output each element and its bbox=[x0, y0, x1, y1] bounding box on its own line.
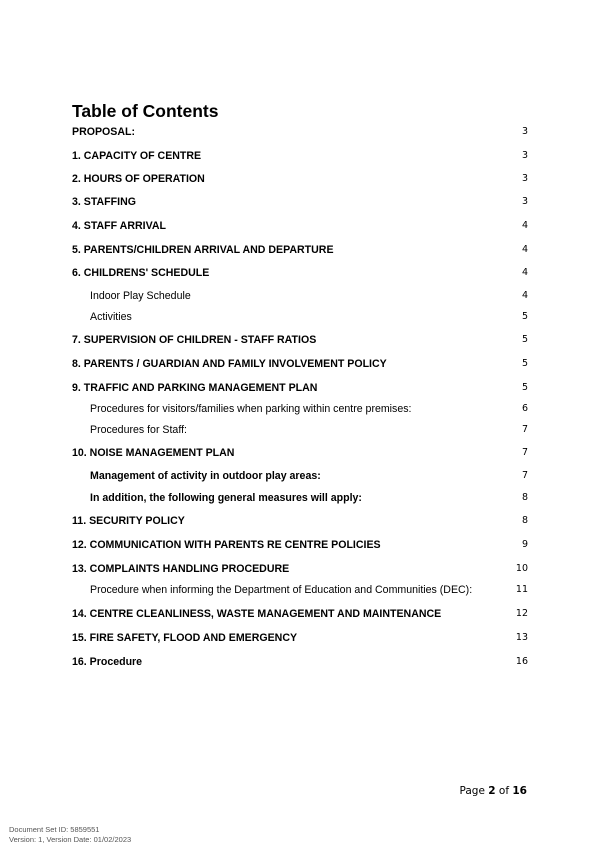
toc-entry-page: 5 bbox=[521, 334, 528, 345]
toc-entry-label: 9. TRAFFIC AND PARKING MANAGEMENT PLAN bbox=[72, 382, 318, 394]
toc-entry-page: 7 bbox=[521, 470, 528, 481]
toc-entry[interactable] bbox=[72, 380, 528, 396]
toc-entry-page: 7 bbox=[521, 447, 528, 458]
toc-entry-page: 8 bbox=[521, 492, 528, 503]
toc-entry[interactable] bbox=[72, 194, 528, 210]
toc-entry-label: 4. STAFF ARRIVAL bbox=[72, 220, 166, 232]
document-footer bbox=[9, 825, 131, 845]
toc-entry-label: Procedure when informing the Department of Education and Communities (DEC): bbox=[90, 584, 473, 596]
toc-entry[interactable] bbox=[72, 242, 528, 258]
page-number-of: of bbox=[495, 785, 513, 797]
toc-entry-label: 5. PARENTS/CHILDREN ARRIVAL AND DEPARTURE bbox=[72, 244, 334, 256]
toc-entry-label: 7. SUPERVISION OF CHILDREN - STAFF RATIOS bbox=[72, 334, 317, 346]
footer-version: Version: 1, Version Date: 01/02/2023 bbox=[9, 835, 132, 844]
toc-entry-page: 16 bbox=[515, 656, 528, 667]
toc-entry-page: 3 bbox=[521, 150, 528, 161]
toc-entry-label: Activities bbox=[90, 311, 132, 323]
toc-entry-page: 10 bbox=[515, 563, 528, 574]
page-number bbox=[460, 785, 528, 797]
toc-entry[interactable] bbox=[72, 332, 528, 348]
page-number-total: 16 bbox=[512, 785, 527, 797]
toc-title: Table of Contents bbox=[72, 101, 219, 121]
toc-entry[interactable] bbox=[72, 356, 528, 372]
toc-entry[interactable] bbox=[72, 171, 528, 187]
toc-entry[interactable] bbox=[72, 148, 528, 164]
toc-entry[interactable] bbox=[72, 561, 528, 577]
toc-entry[interactable] bbox=[72, 124, 528, 140]
toc-entry-page: 5 bbox=[521, 358, 528, 369]
toc-entry-label: 3. STAFFING bbox=[72, 196, 136, 208]
toc-entry-page: 7 bbox=[521, 424, 528, 435]
toc-entry-page: 12 bbox=[515, 608, 528, 619]
toc-entry-page: 11 bbox=[515, 584, 528, 595]
toc-entry[interactable] bbox=[72, 422, 528, 438]
toc-entry-label: 8. PARENTS / GUARDIAN AND FAMILY INVOLVEMENT POLICY bbox=[72, 358, 387, 370]
toc-entry[interactable] bbox=[72, 582, 528, 598]
toc-entry-page: 5 bbox=[521, 311, 528, 322]
toc-entry[interactable] bbox=[72, 654, 528, 670]
toc-entry-label: 2. HOURS OF OPERATION bbox=[72, 173, 205, 185]
toc-entry-label: 15. FIRE SAFETY, FLOOD AND EMERGENCY bbox=[72, 632, 298, 644]
toc-entry-page: 3 bbox=[521, 196, 528, 207]
page-number-current: 2 bbox=[488, 785, 496, 797]
toc-entry-page: 9 bbox=[521, 539, 528, 550]
footer-document-id: Document Set ID: 5859551 bbox=[9, 825, 100, 834]
toc-entry[interactable] bbox=[72, 606, 528, 622]
toc-entry[interactable] bbox=[72, 513, 528, 529]
toc-entry-page: 3 bbox=[521, 173, 528, 184]
toc-entry[interactable] bbox=[72, 218, 528, 234]
toc-entry-label: Management of activity in outdoor play areas: bbox=[90, 470, 321, 482]
toc-entry-page: 6 bbox=[521, 403, 528, 414]
page-number-prefix: Page bbox=[459, 785, 489, 797]
toc-entry-page: 3 bbox=[521, 126, 528, 137]
toc-entry-page: 13 bbox=[515, 632, 528, 643]
toc-entry-label: Procedures for visitors/families when parking within centre premises: bbox=[90, 403, 412, 415]
toc-entry-page: 4 bbox=[521, 290, 528, 301]
toc-entry-label: 13. COMPLAINTS HANDLING PROCEDURE bbox=[72, 563, 290, 575]
toc-entry[interactable] bbox=[72, 490, 528, 506]
toc-entry-label: Indoor Play Schedule bbox=[90, 290, 191, 302]
toc-entry[interactable] bbox=[72, 445, 528, 461]
toc-entry[interactable] bbox=[72, 468, 528, 484]
toc-entry-label: In addition, the following general measures will apply: bbox=[90, 492, 362, 504]
toc-entry[interactable] bbox=[72, 537, 528, 553]
toc-entry-label: 12. COMMUNICATION WITH PARENTS RE CENTRE POLICIES bbox=[72, 539, 381, 551]
toc-entry-label: 16. Procedure bbox=[72, 656, 143, 668]
toc-entry[interactable] bbox=[72, 288, 528, 304]
toc-entry[interactable] bbox=[72, 265, 528, 281]
toc-entry-page: 4 bbox=[521, 220, 528, 231]
toc-entry-label: Procedures for Staff: bbox=[90, 424, 187, 436]
toc-entry-page: 4 bbox=[521, 267, 528, 278]
toc-entry[interactable] bbox=[72, 630, 528, 646]
toc-entry[interactable] bbox=[72, 401, 528, 417]
toc-entry-page: 8 bbox=[521, 515, 528, 526]
toc-entry-page: 4 bbox=[521, 244, 528, 255]
toc-entry-label: 14. CENTRE CLEANLINESS, WASTE MANAGEMENT AND MAINTENANCE bbox=[72, 608, 442, 620]
toc-entry-label: PROPOSAL: bbox=[72, 126, 135, 138]
toc-entry-label: 6. CHILDRENS' SCHEDULE bbox=[72, 267, 210, 279]
toc-entry-page: 5 bbox=[521, 382, 528, 393]
toc-entry-label: 11. SECURITY POLICY bbox=[72, 515, 185, 527]
toc-entry-label: 10. NOISE MANAGEMENT PLAN bbox=[72, 447, 235, 459]
toc-entry-label: 1. CAPACITY OF CENTRE bbox=[72, 150, 202, 162]
toc-entry[interactable] bbox=[72, 309, 528, 325]
